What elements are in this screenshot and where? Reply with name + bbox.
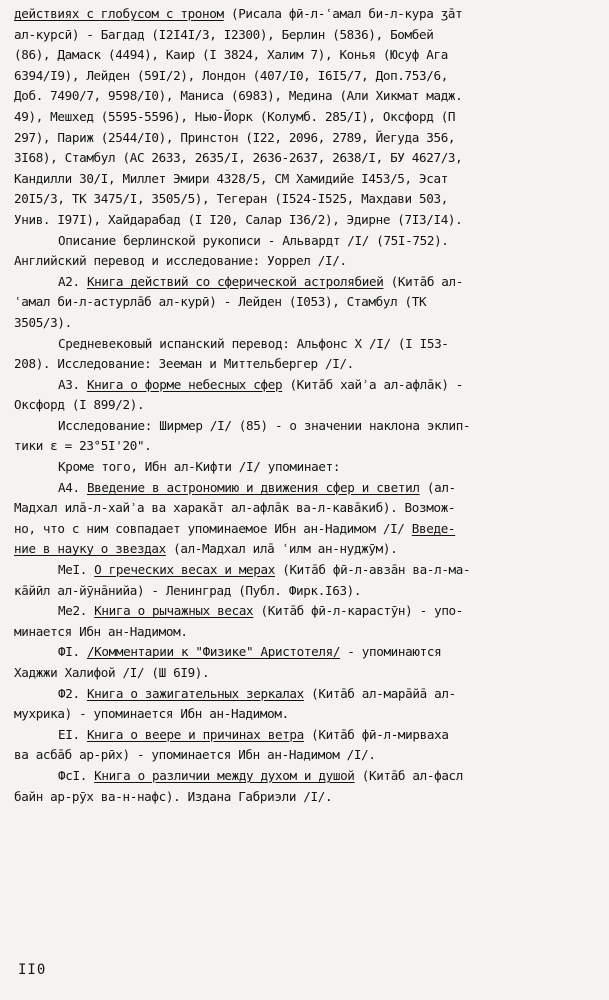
text-run: 49), Мешхед (5595-5596), Нью-Йорк (Колумб. 285/I), Оксфорд (П	[14, 108, 456, 124]
text-run: ал-курсӣ) - Багдад (I2I4I/3, I2300), Берлин (5836), Бомбей	[14, 26, 434, 42]
text-line	[14, 354, 600, 375]
title-underlined: Введение в астрономию и движения сфер и светил	[86, 479, 420, 495]
page-number: II0	[18, 962, 47, 978]
text-line	[14, 539, 600, 560]
text-line	[14, 86, 600, 107]
text-run: Кандилли 30/I, Миллет Эмири 4328/5, СМ Хамидийе I453/5, Эсат	[14, 170, 448, 186]
text-line	[14, 436, 600, 457]
text-line	[14, 581, 600, 602]
text-run: 3505/3).	[14, 314, 72, 330]
text-line	[14, 766, 600, 787]
title-underlined: ние в науку о звездах	[14, 541, 166, 557]
text-run: 208). Исследование: Зееман и Миттельбергер /I/.	[14, 356, 354, 372]
title-underlined: Книга о рычажных весах	[94, 603, 254, 619]
text-line	[14, 375, 600, 396]
title-underlined: Введе-	[411, 520, 456, 536]
text-run: байн ар-рӯх ва-н-нафс). Издана Габриэли /I/.	[14, 788, 333, 804]
text-run: A4.	[58, 479, 87, 495]
text-line	[14, 272, 600, 293]
text-run: (ал-	[419, 479, 456, 495]
text-run: ʿамал би-л-астурлāб ал-курӣ) - Лейден (I053), Стамбул (ТК	[14, 294, 427, 310]
title-underlined: Книга о форме небесных сфер	[86, 376, 283, 392]
text-line	[14, 66, 600, 87]
text-run: 20I5/3, ТК 3475/I, 3505/5), Тегеран (I524-I525, Махдави 503,	[14, 191, 448, 207]
text-run: ФсI.	[58, 767, 95, 783]
text-run: тики ε = 23°5I'20".	[14, 438, 152, 454]
text-run: Средневековый испанский перевод: Альфонс X /I/ (I I53-	[58, 335, 449, 351]
text-run: A3.	[58, 376, 87, 392]
text-line	[14, 25, 600, 46]
text-run: (Китāб ал-фасл	[354, 767, 464, 783]
text-run: ЕI.	[58, 726, 87, 742]
text-run: Оксфорд (I 899/2).	[14, 397, 145, 413]
text-run: мухрика) - упоминается Ибн ан-Надимом.	[14, 706, 289, 722]
text-run: (Китāб ал-	[383, 273, 464, 289]
text-run: 297), Париж (2544/I0), Принстон (I22, 2096, 2789, Йегуда 356,	[14, 129, 456, 145]
text-line	[14, 128, 600, 149]
title-underlined: /Комментарии к "Физике" Аристотеля/	[86, 644, 341, 660]
text-run: Ме2.	[58, 603, 95, 619]
text-line	[14, 251, 600, 272]
title-underlined: действиях с глобусом с троном	[14, 6, 224, 21]
text-run: Хаджжи Халифой /I/ (Ш 6I9).	[14, 665, 210, 680]
text-run: Кроме того, Ибн ал-Кифти /I/ упоминает:	[58, 459, 341, 475]
text-line	[14, 519, 600, 540]
text-line	[14, 334, 600, 355]
text-line	[14, 210, 600, 231]
text-line	[14, 107, 600, 128]
text-run: - упоминаются	[340, 644, 442, 660]
text-run: (Китāб фӣ-л-карастӯн) - упо-	[253, 603, 464, 619]
text-run: (Китāб фӣ-л-мирваха	[303, 726, 449, 742]
text-line	[14, 622, 600, 643]
text-line	[14, 478, 600, 499]
text-line	[14, 292, 600, 313]
text-run: 3I68), Стамбул (АС 2633, 2635/I, 2636-2637, 2638/I, БУ 4627/3,	[14, 150, 463, 166]
text-line	[14, 684, 600, 705]
text-run: 6394/I9), Лейден (59I/2), Лондон (407/I0, I6I5/7, Доп.753/6,	[14, 67, 448, 83]
text-line	[14, 725, 600, 746]
text-run: но, что с ним совпадает упоминаемое Ибн ан-Надимом /I/	[14, 520, 412, 536]
text-run: (Китāб хайʾа ал-афлāк) -	[282, 376, 464, 392]
text-line	[14, 642, 600, 663]
text-run: (ал-Мадхал илā ʿилм ан-нуджӯм).	[165, 541, 398, 557]
text-line	[14, 231, 600, 252]
title-underlined: О греческих весах и мерах	[94, 562, 275, 578]
text-run: Ф2.	[58, 685, 87, 701]
text-run: (Китāб ал-марāйā ал-	[303, 685, 456, 701]
text-run: минается Ибн ан-Надимом.	[14, 623, 188, 639]
text-line	[14, 313, 600, 334]
text-run: Унив. I97I), Хайдарабад (I I20, Салар I36/2), Эдирне (7I3/I4).	[14, 211, 463, 227]
text-run: (Китāб фӣ-л-авзāн ва-л-ма-	[274, 562, 471, 578]
text-run: Описание берлинской рукописи - Альвардт /I/ (75I-752).	[58, 232, 449, 248]
text-body	[14, 4, 600, 807]
text-line	[14, 457, 600, 478]
text-run: Мадхал илā-л-хайʾа ва харакāт ал-афлāк ва-л-кавāкиб). Возмож-	[14, 500, 456, 516]
text-line	[14, 663, 600, 684]
text-line	[14, 560, 600, 581]
text-line	[14, 416, 600, 437]
text-run: ФI.	[58, 644, 87, 660]
text-line	[14, 787, 600, 808]
title-underlined: Книга о зажигательных зеркалах	[86, 685, 304, 701]
text-run: Английский перевод и исследование: Уоррел /I/.	[14, 253, 347, 269]
text-line	[14, 148, 600, 169]
text-line	[14, 169, 600, 190]
text-run: кāйӣл ал-йӯнāнийа) - Ленинград (Публ. Фирк.I63).	[14, 582, 362, 598]
text-run: МеI.	[58, 562, 95, 578]
text-line	[14, 601, 600, 622]
title-underlined: Книга действий со сферической астролябией	[86, 273, 384, 289]
text-line	[14, 745, 600, 766]
text-line	[14, 704, 600, 725]
title-underlined: Книга о различии между духом и душой	[94, 767, 355, 783]
text-run: (Рисала фӣ-л-ʿамал би-л-кура ӡāт	[223, 6, 463, 21]
text-run: A2.	[58, 273, 87, 289]
text-run: (86), Дамаск (4494), Каир (I 3824, Халим 7), Конья (Юсуф Ага	[14, 47, 448, 63]
title-underlined: Книга о веере и причинах ветра	[86, 726, 304, 742]
text-run: Доб. 7490/7, 9598/I0), Маниса (6983), Медина (Али Хикмат мадж.	[14, 88, 463, 104]
text-line	[14, 498, 600, 519]
text-run: ва асбāб ар-рӣх) - упоминается Ибн ан-Надимом /I/.	[14, 747, 376, 763]
text-line	[14, 4, 600, 25]
text-line	[14, 189, 600, 210]
text-line	[14, 395, 600, 416]
text-line	[14, 45, 600, 66]
text-run: Исследование: Ширмер /I/ (85) - о значении наклона эклип-	[58, 417, 471, 433]
